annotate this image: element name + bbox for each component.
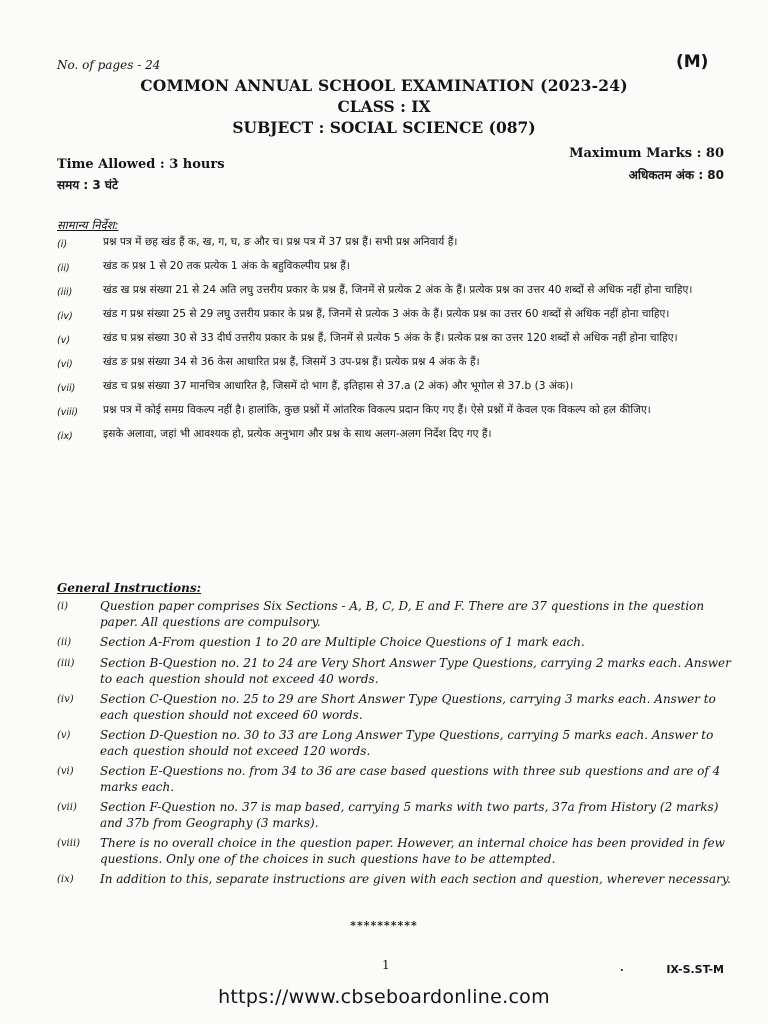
english-instruction-item-number: (viii) xyxy=(57,838,81,849)
hindi-instruction-item xyxy=(57,306,737,325)
paper-code: IX-S.ST-M xyxy=(666,963,724,976)
hindi-instruction-item-number: (ii) xyxy=(57,263,70,274)
hindi-instruction-item-number: (iii) xyxy=(57,287,73,298)
english-instruction-item xyxy=(57,835,733,867)
hindi-instruction-item-text: खंड क प्रश्न 1 से 20 तक प्रत्येक 1 अंक के बहुविकल्पीय प्रश्न हैं। xyxy=(103,260,350,272)
pages-note: No. of pages - 24 xyxy=(57,58,161,72)
hindi-instruction-item-text: खंड ख प्रश्न संख्या 21 से 24 अति लघु उत्तरीय प्रकार के प्रश्न हैं, जिनमें से प्रत्येक 2 अंक के हैं। प्रत्येक प्रश्न का उत्तर 40 शब्दों से अधिक नहीं होना चाहिए। xyxy=(103,284,693,296)
hindi-instructions-heading: सामान्य निर्देश: xyxy=(57,218,119,232)
hindi-instruction-item xyxy=(57,282,737,301)
english-instruction-item-text: Question paper comprises Six Sections - A, B, C, D, E and F. There are 37 questions in the question paper. All questions are compulsory. xyxy=(100,599,705,629)
english-instruction-item-text: Section E-Questions no. from 34 to 36 are case based questions with three sub questions and are of 4 marks each. xyxy=(100,764,721,794)
hindi-instruction-item-number: (i) xyxy=(57,239,68,250)
english-instruction-item-number: (vii) xyxy=(57,802,77,813)
english-instruction-item-text: There is no overall choice in the question paper. However, an internal choice has been provided in few questions. Only one of the choices in such questions have to be attempted. xyxy=(100,836,725,866)
time-allowed-hi: समय : 3 घंटे xyxy=(57,178,119,192)
english-instruction-item xyxy=(57,691,733,723)
english-instruction-item xyxy=(57,655,733,687)
max-marks-en: Maximum Marks : 80 xyxy=(569,146,724,161)
source-url: https://www.cbseboardonline.com xyxy=(218,986,550,1008)
english-instruction-item-text: Section F-Question no. 37 is map based, carrying 5 marks with two parts, 37a from History (2 marks) and 37b from Geography (3 marks). xyxy=(100,800,719,830)
english-instruction-item-number: (i) xyxy=(57,601,69,612)
english-instruction-item-number: (vi) xyxy=(57,766,74,777)
class-line: CLASS : IX xyxy=(337,97,431,116)
english-instruction-item xyxy=(57,634,733,651)
hindi-instruction-item xyxy=(57,330,737,349)
hindi-instruction-item xyxy=(57,402,737,421)
hindi-instruction-item-number: (viii) xyxy=(57,407,78,418)
subject-line: SUBJECT : SOCIAL SCIENCE (087) xyxy=(232,118,536,137)
hindi-instruction-item-text: इसके अलावा, जहां भी आवश्यक हो, प्रत्येक अनुभाग और प्रश्न के साथ अलग-अलग निर्देश दिए गए हैं। xyxy=(103,428,492,440)
hindi-instructions-list xyxy=(57,234,737,450)
english-instructions-list xyxy=(57,598,733,892)
english-instruction-item-text: Section C-Question no. 25 to 29 are Short Answer Type Questions, carrying 3 marks each. Answer to each question should not exceed 60 words. xyxy=(100,692,716,722)
exam-title: COMMON ANNUAL SCHOOL EXAMINATION (2023-24) xyxy=(140,76,628,95)
english-instruction-item xyxy=(57,727,733,759)
english-instruction-item-number: (v) xyxy=(57,730,71,741)
hindi-instruction-item-text: खंड घ प्रश्न संख्या 30 से 33 दीर्घ उत्तरीय प्रकार के प्रश्न हैं, जिनमें से प्रत्येक 5 अंक के हैं। प्रत्येक प्रश्न का उत्तर 120 शब्दों से अधिक नहीं होना चाहिए। xyxy=(103,332,678,344)
english-instruction-item-number: (ix) xyxy=(57,874,74,885)
page-number: 1 xyxy=(382,958,390,972)
hindi-instruction-item-text: खंड च प्रश्न संख्या 37 मानचित्र आधारित है, जिसमें दो भाग हैं, इतिहास से 37.a (2 अंक) और भूगोल से 37.b (3 अंक)। xyxy=(103,380,574,392)
end-stars: ********** xyxy=(350,919,418,932)
english-instruction-item xyxy=(57,763,733,795)
english-instructions-heading: General Instructions: xyxy=(57,581,202,595)
hindi-instruction-item xyxy=(57,234,737,253)
english-instruction-item-text: Section B-Question no. 21 to 24 are Very Short Answer Type Questions, carrying 2 marks each. Answer to each question should not exceed 40 words. xyxy=(100,656,731,686)
max-marks-hi: अधिकतम अंक : 80 xyxy=(628,168,724,182)
hindi-instruction-item-number: (iv) xyxy=(57,311,73,322)
time-allowed-en: Time Allowed : 3 hours xyxy=(57,157,225,172)
hindi-instruction-item-text: प्रश्न पत्र में छह खंड हैं क, ख, ग, घ, ङ और च। प्रश्न पत्र में 37 प्रश्न हैं। सभी प्रश्न अनिवार्य हैं। xyxy=(103,236,458,248)
english-instruction-item-number: (iv) xyxy=(57,694,74,705)
hindi-instruction-item xyxy=(57,258,737,277)
hindi-instruction-item xyxy=(57,354,737,373)
hindi-instruction-item-number: (ix) xyxy=(57,431,73,442)
hindi-instruction-item-number: (vii) xyxy=(57,383,76,394)
english-instruction-item-text: Section D-Question no. 30 to 33 are Long Answer Type Questions, carrying 5 marks each. Answer to each question should not exceed 120 words. xyxy=(100,728,714,758)
english-instruction-item xyxy=(57,598,733,630)
english-instruction-item-number: (iii) xyxy=(57,658,75,669)
hindi-instruction-item-number: (vi) xyxy=(57,359,73,370)
english-instruction-item-text: In addition to this, separate instructions are given with each section and question, wherever necessary. xyxy=(100,872,731,886)
hindi-instruction-item-text: खंड ग प्रश्न संख्या 25 से 29 लघु उत्तरीय प्रकार के प्रश्न हैं, जिनमें से प्रत्येक 3 अंक के हैं। प्रत्येक प्रश्न का उत्तर 60 शब्दों से अधिक नहीं होना चाहिए। xyxy=(103,308,670,320)
english-instruction-item xyxy=(57,871,733,888)
hindi-instruction-item xyxy=(57,426,737,445)
paper-version-code: (M) xyxy=(676,52,709,72)
footer-dot: · xyxy=(620,964,624,977)
hindi-instruction-item xyxy=(57,378,737,397)
english-instruction-item-number: (ii) xyxy=(57,637,72,648)
hindi-instruction-item-number: (v) xyxy=(57,335,71,346)
english-instruction-item-text: Section A-From question 1 to 20 are Multiple Choice Questions of 1 mark each. xyxy=(100,635,585,649)
hindi-instruction-item-text: प्रश्न पत्र में कोई समग्र विकल्प नहीं है। हालांकि, कुछ प्रश्नों में आंतरिक विकल्प प्रदान किए गए हैं। ऐसे प्रश्नों में केवल एक विकल्प को हल कीजिए। xyxy=(103,404,651,416)
english-instruction-item xyxy=(57,799,733,831)
hindi-instruction-item-text: खंड ङ प्रश्न संख्या 34 से 36 केस आधारित प्रश्न हैं, जिसमें 3 उप-प्रश्न हैं। प्रत्येक प्रश्न 4 अंक के हैं। xyxy=(103,356,480,368)
